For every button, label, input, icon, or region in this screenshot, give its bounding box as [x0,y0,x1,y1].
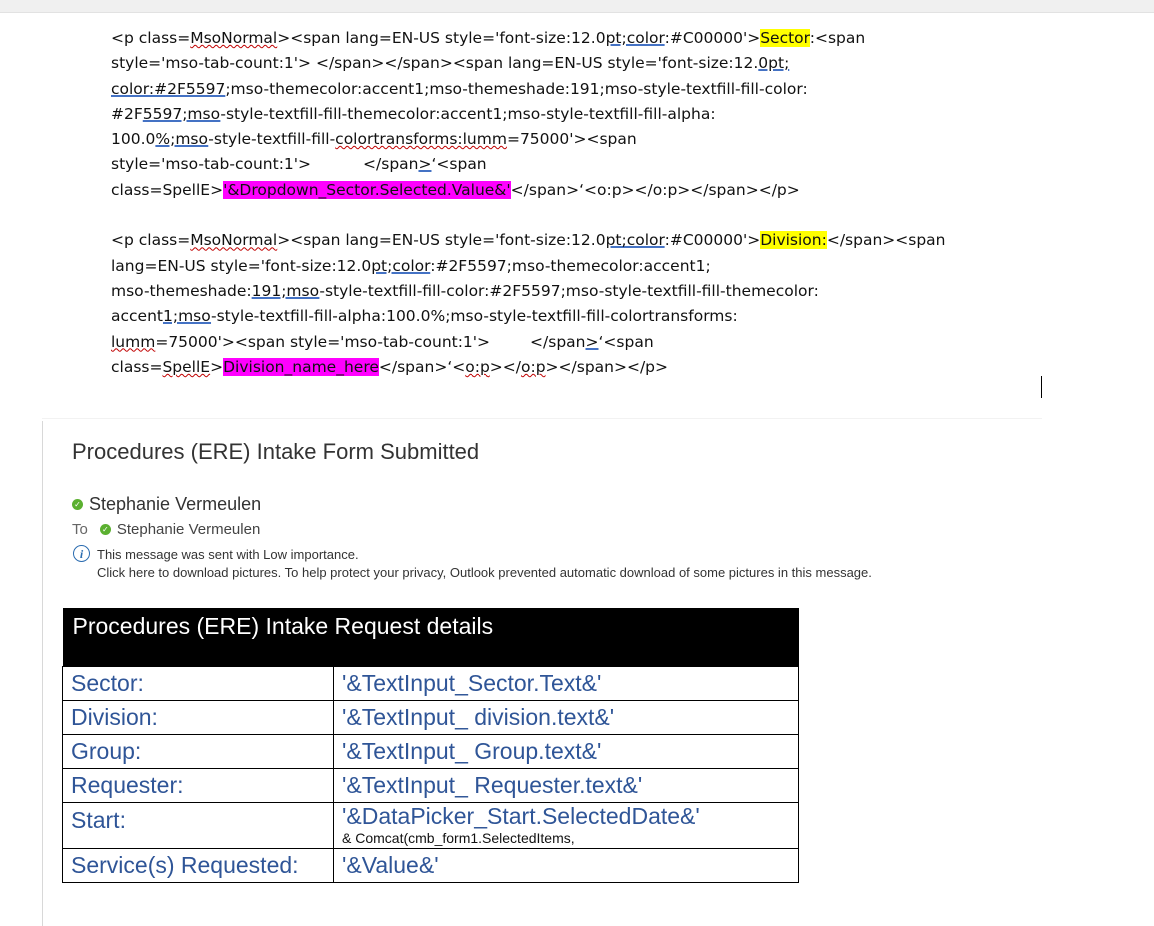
row-label: Sector: [63,667,334,701]
highlight-division-name: Division_name_here [223,357,379,376]
row-value: '&TextInput_ Requester.text&' [334,769,799,803]
code-text: :<span [809,29,866,47]
code-line [111,228,1031,253]
code-line [111,102,1031,127]
code-text: -style-textfill-fill-alpha:100.0%;mso-style-textfill-fill-colortransforms: [211,307,738,326]
code-line [111,304,1031,329]
code-text: -style-textfill-fill-color:#2F5597;mso-style-textfill-fill-themecolor: [319,281,819,300]
table-row [63,667,799,701]
row-value: '&Value&' [334,849,799,883]
code-text: <p class= [111,29,191,47]
table-header-row [63,608,799,667]
email-preview [42,421,1154,926]
code-line [111,178,1031,203]
text-cursor [1041,376,1042,398]
spelling-flag: MsoNormal [190,231,278,250]
row-value: '&TextInput_Sector.Text&' [334,667,799,701]
code-line [111,51,1031,76]
highlight-sector: Sector [760,29,810,47]
code-text: 100.0 [111,130,156,149]
code-line [111,279,1031,304]
download-pictures-notice[interactable]: Click here to download pictures. To help protect your privacy, Outlook prevented automatic download of some pictures in this message. [97,565,872,580]
email-subject: Procedures (ERE) Intake Form Submitted [72,439,480,464]
code-text: ><span lang=EN-US style='font-size:12.0 [277,231,606,250]
window-top-bar [0,0,1154,13]
intake-details-table [62,608,799,883]
spelling-flag: lumm [111,332,156,351]
code-text: -style-textfill-fill-themecolor:accent1;mso-style-textfill-fill-alpha: [220,104,716,123]
recipient-name[interactable]: Stephanie Vermeulen [116,521,261,538]
code-line [111,254,1031,279]
code-text: =75000'><span style='mso-tab-count:1'> [155,332,491,351]
grammar-flag: 0pt; [758,54,790,73]
sender-name[interactable]: Stephanie Vermeulen [89,494,262,514]
code-text: ‘<span [431,155,487,174]
grammar-flag: %;mso [155,130,209,149]
code-text: class=SpellE> [111,180,224,199]
code-text: -style-textfill-fill- [208,130,336,149]
code-text: class= [111,357,163,376]
code-text: #2F [111,104,143,123]
highlight-dropdown-sector: '&Dropdown_Sector.Selected.Value&' [223,180,511,199]
code-text: style='mso-tab-count:1'> [111,155,312,174]
code-text: ></ [489,357,521,376]
grammar-flag: pt;color [605,29,665,47]
code-line [111,355,1031,380]
code-text: </span>‘< [378,357,466,376]
grammar-flag: 191;mso [251,281,320,300]
code-line [111,77,1031,102]
grammar-flag: color:#2F5597 [111,79,226,98]
code-text: :#C00000'> [664,29,761,47]
grammar-flag: 5597;mso [142,104,221,123]
code-text: ‘<span [598,332,654,351]
code-text: </span><span [826,231,946,250]
code-text: accent [111,307,163,326]
row-value: '&TextInput_ division.text&' [334,701,799,735]
code-text: ><span lang=EN-US style='font-size:12.0 [277,29,606,47]
code-text: > [210,357,224,376]
table-row [63,849,799,883]
code-text: </span [363,155,419,174]
info-icon: i [73,545,90,562]
row-label: Service(s) Requested: [63,849,334,883]
code-text: =75000'><span [506,130,637,149]
code-text: </span>‘<o:p></o:p></span></p> [510,180,800,199]
code-text: <p class= [111,231,191,250]
row-value: '&TextInput_ Group.text&' [334,735,799,769]
table-row [63,735,799,769]
code-line [111,152,1031,177]
table-row [63,701,799,735]
row-value-cell [334,803,799,849]
row-label: Start: [63,803,334,849]
grammar-flag: pt;color [371,256,431,275]
spelling-flag: o:p [465,357,490,376]
row-label: Division: [63,701,334,735]
code-line [111,127,1031,152]
row-value: '&DataPicker_Start.SelectedDate&' [342,803,700,829]
code-text: style='mso-tab-count:1'> </span></span><span lang=EN-US style='font-size:12. [111,54,759,73]
grammar-flag: > [418,155,432,174]
row-subvalue: & Comcat(cmb_form1.SelectedItems, [342,830,575,846]
grammar-flag: 1;mso [162,307,212,326]
grammar-flag: pt;color [605,231,665,250]
code-text: mso-themeshade: [111,281,252,300]
row-label: Requester: [63,769,334,803]
table-row [63,769,799,803]
grammar-flag: > [585,332,599,351]
importance-notice: This message was sent with Low importance. [97,547,359,562]
spelling-flag: SpellE [162,357,211,376]
to-label: To [72,521,88,538]
spelling-flag: o:p [521,357,546,376]
code-text: :#2F5597;mso-themecolor:accent1; [430,256,711,275]
code-text: ></span></p> [545,357,669,376]
sender-line[interactable] [72,494,261,515]
code-text: </span [530,332,586,351]
presence-available-icon: ✓ [72,499,83,510]
html-source-code-block[interactable] [111,26,1031,380]
code-text: ;mso-themecolor:accent1;mso-themeshade:191;mso-style-textfill-fill-color: [225,79,808,98]
recipient-line [72,521,260,538]
spelling-flag: colortransforms:lumm [335,130,507,149]
table-header: Procedures (ERE) Intake Request details [63,608,799,667]
row-label: Group: [63,735,334,769]
code-text: :#C00000'> [664,231,761,250]
spelling-flag: MsoNormal [190,29,278,47]
code-text: lang=EN-US style='font-size:12.0 [111,256,372,275]
highlight-division: Division: [760,231,827,250]
code-line [111,330,1031,355]
table-row [63,803,799,849]
presence-available-icon: ✓ [100,524,111,535]
section-divider [42,418,1042,419]
code-line [111,26,1031,51]
